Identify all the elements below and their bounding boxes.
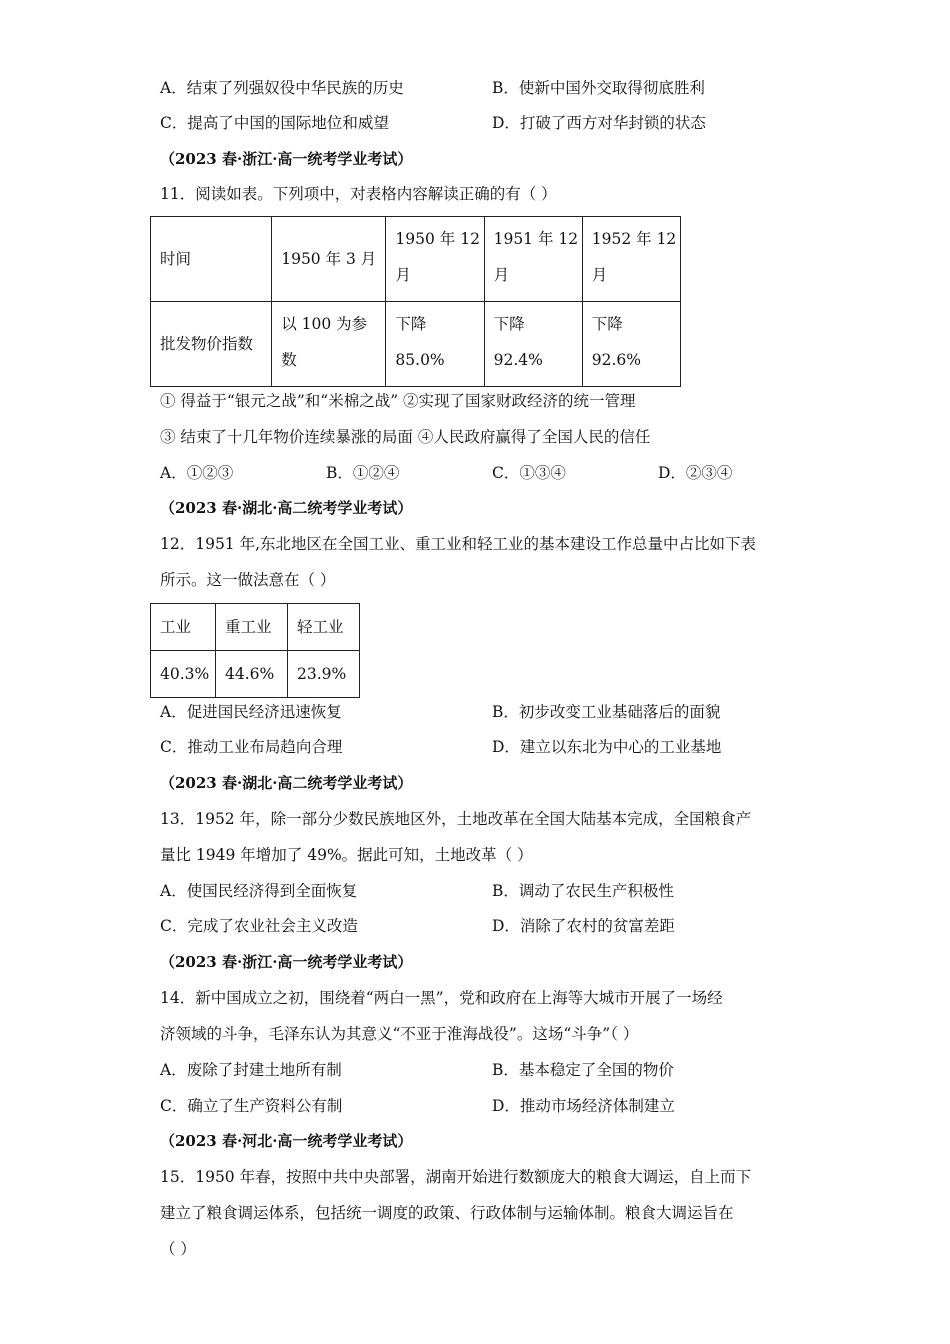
q11-statement-line-2: ③ 结束了十几年物价连续暴涨的局面 ④人民政府赢得了全国人民的信任 — [160, 428, 651, 446]
q11-source: （2023 春·浙江·高一统考学业考试） — [160, 150, 413, 168]
q14-option-c: C．确立了生产资料公有制 — [160, 1097, 343, 1115]
q12-stem-line-1: 12．1951 年,东北地区在全国工业、重工业和轻工业的基本建设工作总量中占比如下表 — [160, 535, 757, 553]
q14-option-d: D．推动市场经济体制建立 — [492, 1097, 675, 1115]
q14-stem-line-2: 济领域的斗争，毛泽东认为其意义“不亚于淮海战役”。这场“斗争”（ ） — [160, 1025, 639, 1043]
table-cell: 44.6% — [216, 651, 288, 698]
q11-option-b: B．①②④ — [326, 464, 400, 482]
q14-option-b: B．基本稳定了全国的物价 — [492, 1061, 674, 1079]
q14-stem-line-1: 14．新中国成立之初，围绕着“两白一黑”，党和政府在上海等大城市开展了一场经 — [160, 989, 723, 1007]
table-cell: 下降 92.4% — [484, 302, 582, 387]
q11-statement-line-1: ① 得益于“银元之战”和“米棉之战” ②实现了国家财政经济的统一管理 — [160, 392, 636, 410]
table-header-cell: 1951 年 12 月 — [484, 217, 582, 302]
table-cell: 下降 92.6% — [582, 302, 680, 387]
table-header-cell: 工业 — [151, 604, 216, 651]
q15-source: （2023 春·河北·高一统考学业考试） — [160, 1132, 413, 1150]
q11-stem: 11．阅读如表。下列项中，对表格内容解读正确的有（ ） — [160, 185, 557, 203]
q12-source: （2023 春·湖北·高二统考学业考试） — [160, 499, 413, 517]
table-header-cell: 1952 年 12 月 — [582, 217, 680, 302]
q10-option-d: D．打破了西方对华封锁的状态 — [492, 114, 706, 132]
q15-stem-line-3: （ ） — [160, 1240, 196, 1258]
q12-option-b: B．初步改变工业基础落后的面貌 — [492, 703, 721, 721]
table-cell: 批发物价指数 — [151, 302, 272, 387]
table-header-cell: 轻工业 — [288, 604, 360, 651]
table-header-cell: 重工业 — [216, 604, 288, 651]
q12-stem-line-2: 所示。这一做法意在（ ） — [160, 571, 336, 589]
table-cell: 23.9% — [288, 651, 360, 698]
q14-source: （2023 春·浙江·高一统考学业考试） — [160, 953, 413, 971]
q11-option-c: C．①③④ — [492, 464, 566, 482]
q12-option-c: C．推动工业布局趋向合理 — [160, 738, 343, 756]
q12-option-a: A．促进国民经济迅速恢复 — [160, 703, 342, 721]
q14-option-a: A．废除了封建土地所有制 — [160, 1061, 342, 1079]
q13-source: （2023 春·湖北·高二统考学业考试） — [160, 774, 413, 792]
q12-share-table — [150, 603, 360, 698]
q13-option-a: A．使国民经济得到全面恢复 — [160, 882, 358, 900]
table-cell: 以 100 为参 数 — [272, 302, 386, 387]
q13-stem-line-2: 量比 1949 年增加了 49%。据此可知，土地改革（ ） — [160, 846, 533, 864]
q10-option-c: C．提高了中国的国际地位和威望 — [160, 114, 389, 132]
q10-option-a: A．结束了列强奴役中华民族的历史 — [160, 79, 404, 97]
table-cell: 40.3% — [151, 651, 216, 698]
q12-option-d: D．建立以东北为中心的工业基地 — [492, 738, 722, 756]
q15-stem-line-1: 15．1950 年春，按照中共中央部署，湖南开始进行数额庞大的粮食大调运，自上而下 — [160, 1168, 752, 1186]
table-cell: 下降 85.0% — [386, 302, 484, 387]
q13-option-b: B．调动了农民生产积极性 — [492, 882, 674, 900]
q13-option-d: D．消除了农村的贫富差距 — [492, 917, 675, 935]
table-header-cell: 时间 — [151, 217, 272, 302]
q11-price-table — [150, 216, 681, 387]
q13-stem-line-1: 13．1952 年，除一部分少数民族地区外，土地改革在全国大陆基本完成，全国粮食产 — [160, 810, 752, 828]
table-header-cell: 1950 年 3 月 — [272, 217, 386, 302]
q11-option-d: D．②③④ — [658, 464, 733, 482]
q15-stem-line-2: 建立了粮食调运体系，包括统一调度的政策、行政体制与运输体制。粮食大调运旨在 — [160, 1204, 734, 1222]
q11-option-a: A．①②③ — [160, 464, 234, 482]
q10-option-b: B．使新中国外交取得彻底胜利 — [492, 79, 705, 97]
table-header-cell: 1950 年 12 月 — [386, 217, 484, 302]
q13-option-c: C．完成了农业社会主义改造 — [160, 917, 358, 935]
